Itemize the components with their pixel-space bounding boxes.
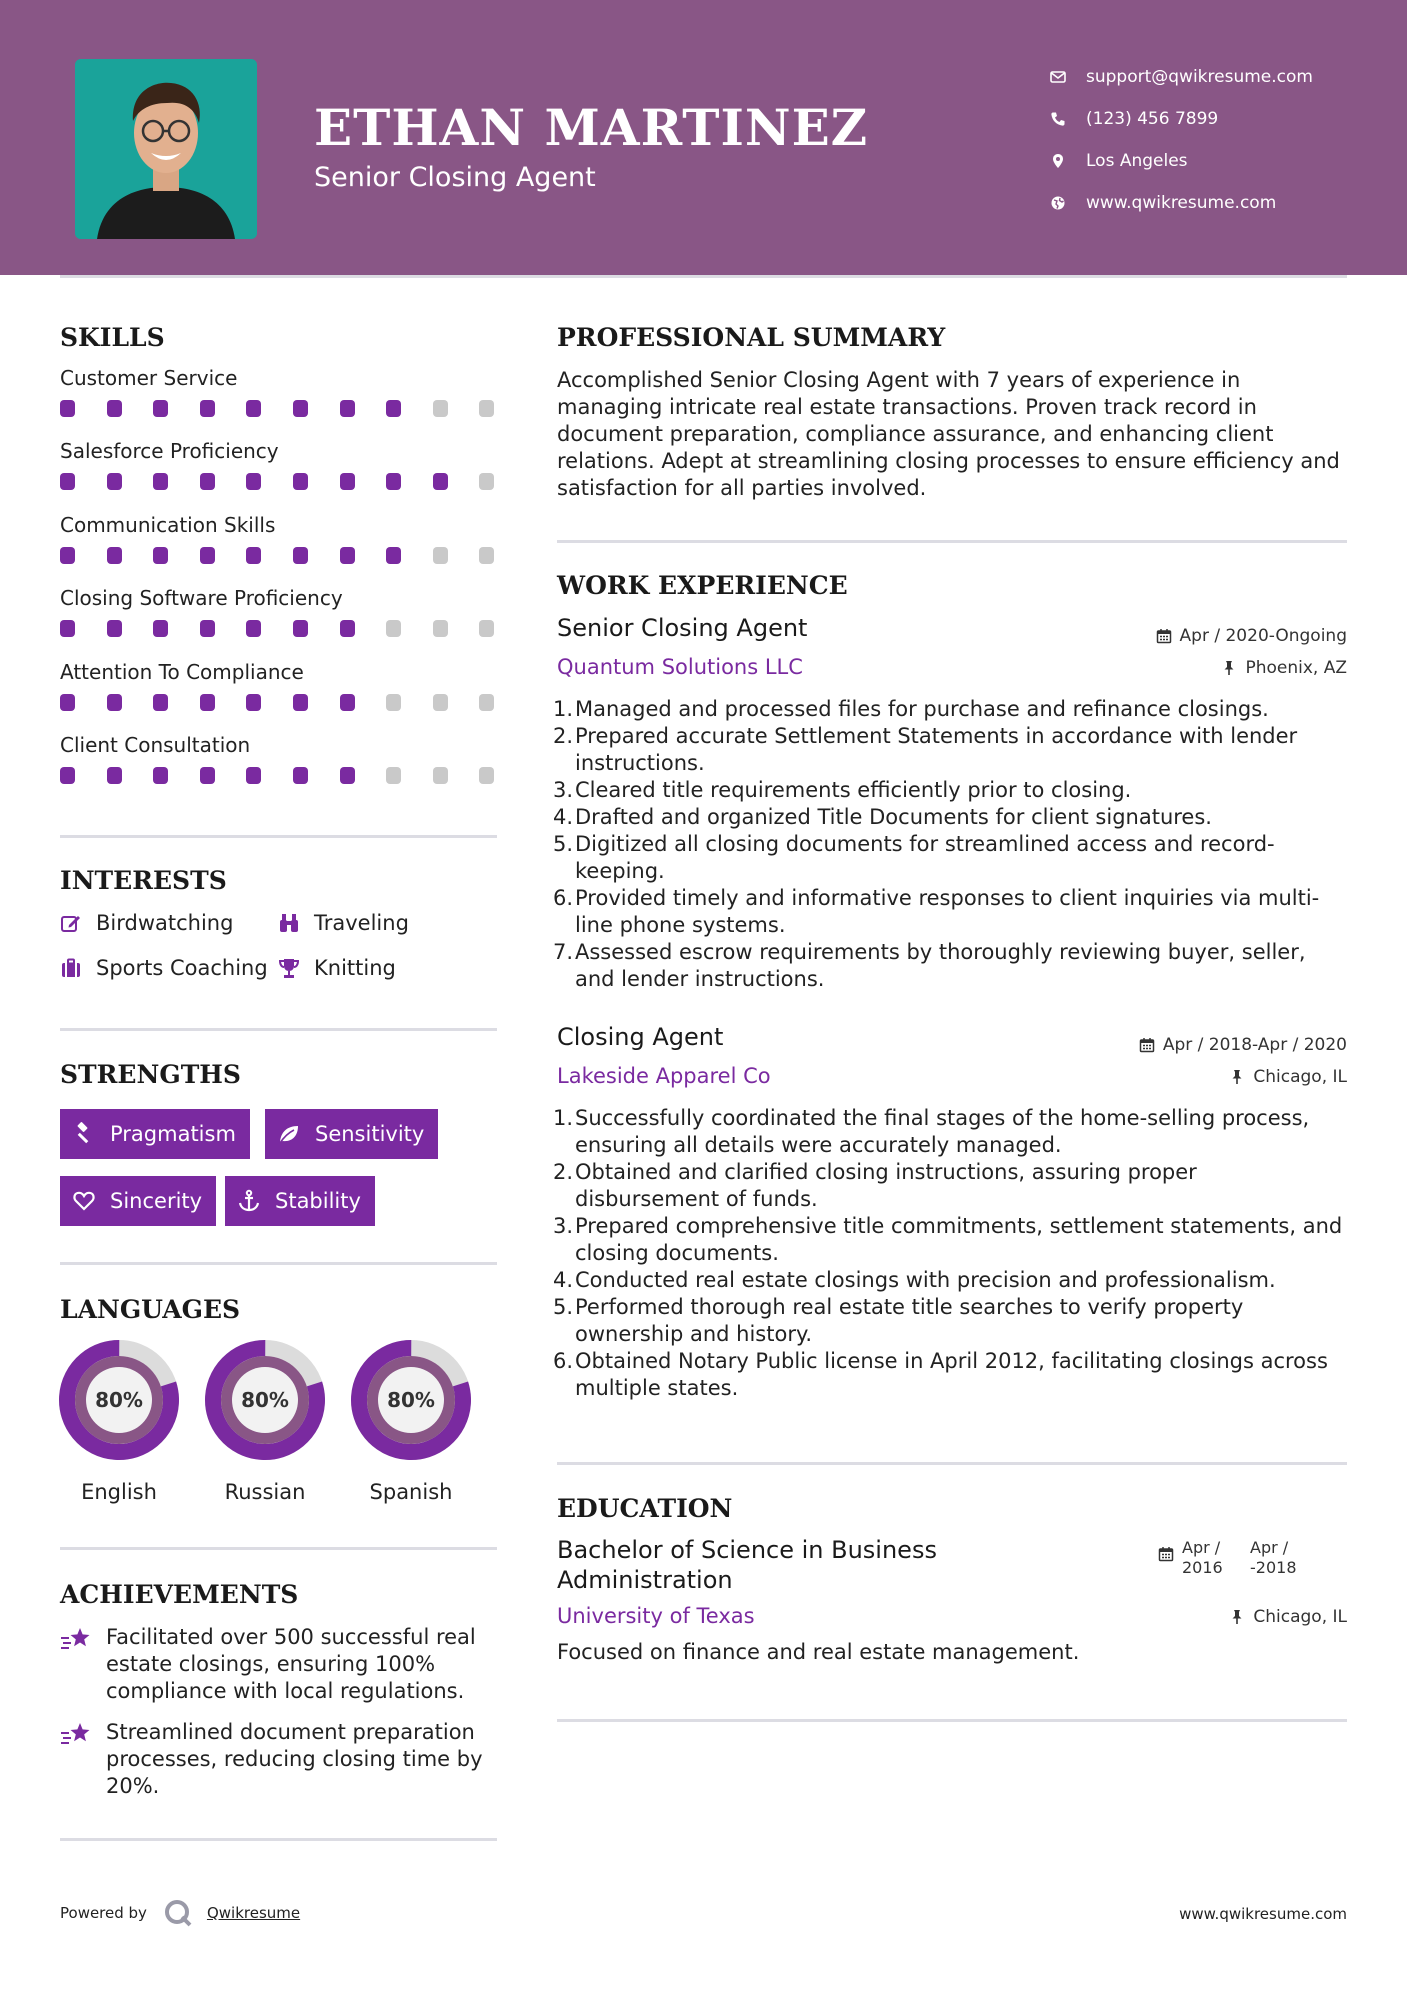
shooting-star-icon — [60, 1721, 92, 1749]
job-bullet: 6. Obtained Notary Public license in April 2012, facilitating closings across multiple states. — [552, 1349, 1328, 1400]
rating-dot-empty — [479, 767, 494, 784]
skill-name: Closing Software Proficiency — [60, 586, 343, 611]
profile-photo — [75, 59, 257, 239]
rating-dot-filled — [153, 547, 168, 564]
job-bullet-text: Drafted and organized Title Documents for client signatures. — [575, 805, 1212, 829]
phone-icon — [1050, 111, 1066, 127]
school-name: University of Texas — [557, 1604, 755, 1628]
rating-dot-empty — [386, 620, 401, 637]
skills-heading: SKILLS — [60, 323, 165, 352]
skill-item — [60, 366, 500, 420]
achievement-item — [60, 1719, 500, 1800]
education-dates — [1158, 1538, 1318, 1578]
achievements-divider — [60, 1838, 497, 1841]
education-location — [1229, 1607, 1347, 1627]
interest-item — [60, 911, 233, 935]
contact-location — [1050, 140, 1313, 182]
skill-rating — [60, 694, 500, 714]
heart-icon — [72, 1189, 96, 1213]
strengths-divider — [60, 1262, 497, 1265]
interest-label: Birdwatching — [96, 911, 234, 935]
skill-rating — [60, 400, 500, 420]
rating-dot-empty — [479, 400, 494, 417]
degree-title: Bachelor of Science in Business Administration — [557, 1536, 937, 1594]
job-bullet: 1. Managed and processed files for purchase and refinance closings. — [552, 697, 1269, 721]
language-item — [203, 1338, 327, 1504]
education-end-line1: Apr / — [1250, 1538, 1289, 1557]
rating-dot-filled — [293, 694, 308, 711]
footer-website[interactable]: www.qwikresume.com — [1179, 1905, 1347, 1923]
gavel-icon — [72, 1122, 96, 1146]
rating-dot-filled — [60, 694, 75, 711]
rating-dot-filled — [293, 767, 308, 784]
skill-item — [60, 586, 500, 640]
powered-by-text: Powered by — [60, 1904, 147, 1922]
strength-tag — [225, 1176, 375, 1226]
language-percent: 80% — [241, 1388, 289, 1412]
rating-dot-filled — [340, 400, 355, 417]
calendar-icon — [1156, 628, 1172, 644]
strengths-heading: STRENGTHS — [60, 1060, 241, 1089]
contact-phone — [1050, 98, 1313, 140]
job-bullet: 4. Conducted real estate closings with precision and professionalism. — [552, 1268, 1276, 1292]
skill-rating — [60, 620, 500, 640]
pushpin-icon — [1229, 1069, 1245, 1085]
header-divider — [60, 275, 1347, 278]
rating-dot-filled — [200, 400, 215, 417]
rating-dot-empty — [479, 473, 494, 490]
qwikresume-logo-icon — [163, 1898, 193, 1928]
contact-website[interactable] — [1050, 182, 1313, 224]
interest-item — [60, 956, 268, 980]
rating-dot-filled — [293, 473, 308, 490]
rating-dot-filled — [340, 694, 355, 711]
skill-item — [60, 660, 500, 714]
job-bullet-text: Obtained and clarified closing instructions, assuring proper disbursement of funds. — [575, 1160, 1197, 1211]
job-bullet: 2. Prepared accurate Settlement Statements in accordance with lender instructions. — [552, 724, 1298, 775]
education-end — [1250, 1538, 1318, 1578]
map-pin-icon — [1050, 153, 1066, 169]
strength-label: Sincerity — [110, 1189, 203, 1213]
rating-dot-filled — [340, 473, 355, 490]
job-bullet: 5. Performed thorough real estate title searches to verify property ownership and history. — [552, 1295, 1244, 1346]
rating-dot-filled — [60, 400, 75, 417]
experience-heading: WORK EXPERIENCE — [557, 571, 848, 600]
education-heading: EDUCATION — [557, 1494, 733, 1523]
job-location — [1221, 658, 1347, 678]
strength-tag — [60, 1176, 216, 1226]
job-title: Closing Agent — [557, 1023, 724, 1051]
job-bullet-text: Managed and processed files for purchase and refinance closings. — [575, 697, 1269, 721]
header-banner — [0, 0, 1407, 275]
skill-rating — [60, 767, 500, 787]
job-bullet-text: Assessed escrow requirements by thoroughly reviewing buyer, seller, and lender instructions. — [575, 940, 1306, 991]
pencil-square-icon — [60, 912, 82, 934]
job-bullet-text: Provided timely and informative responses to client inquiries via multi-line phone systems. — [575, 886, 1320, 937]
job-bullet-text: Successfully coordinated the final stages of the home-selling process, ensuring all details were accurately managed. — [575, 1106, 1310, 1157]
job-bullet: 5. Digitized all closing documents for streamlined access and record-keeping. — [552, 832, 1275, 883]
education-description: Focused on finance and real estate management. — [557, 1640, 1080, 1664]
rating-dot-filled — [246, 694, 261, 711]
education-start-line1: Apr / — [1182, 1538, 1221, 1557]
skill-name: Attention To Compliance — [60, 659, 304, 684]
rating-dot-filled — [200, 694, 215, 711]
job-bullets — [552, 1105, 1347, 1402]
interests-heading: INTERESTS — [60, 866, 227, 895]
job-location — [1229, 1067, 1347, 1087]
rating-dot-filled — [200, 547, 215, 564]
rating-dot-filled — [200, 620, 215, 637]
rating-dot-filled — [153, 400, 168, 417]
rating-dot-filled — [433, 473, 448, 490]
job-bullet-text: Performed thorough real estate title searches to verify property ownership and history. — [575, 1295, 1244, 1346]
job-bullet: 6. Provided timely and informative responses to client inquiries via multi-line phone systems. — [552, 886, 1320, 937]
trophy-icon — [278, 957, 300, 979]
languages-heading: LANGUAGES — [60, 1295, 241, 1324]
education-start — [1182, 1538, 1250, 1578]
language-item — [57, 1338, 181, 1504]
rating-dot-filled — [246, 547, 261, 564]
strength-tag — [265, 1109, 438, 1159]
languages-divider — [60, 1547, 497, 1550]
job-dates-text: Apr / 2020-Ongoing — [1179, 626, 1347, 646]
calendar-icon — [1158, 1546, 1174, 1562]
rating-dot-filled — [153, 620, 168, 637]
job-bullet-text: Obtained Notary Public license in April 2012, facilitating closings across multiple states. — [575, 1349, 1328, 1400]
job-title: Senior Closing Agent — [557, 614, 808, 642]
company-name: Lakeside Apparel Co — [557, 1064, 771, 1088]
job-bullet-text: Prepared accurate Settlement Statements in accordance with lender instructions. — [575, 724, 1298, 775]
rating-dot-filled — [386, 400, 401, 417]
summary-heading: PROFESSIONAL SUMMARY — [557, 323, 946, 352]
rating-dot-empty — [433, 767, 448, 784]
skill-name: Communication Skills — [60, 512, 276, 537]
rating-dot-empty — [479, 547, 494, 564]
rating-dot-empty — [433, 547, 448, 564]
rating-dot-filled — [340, 620, 355, 637]
company-name: Quantum Solutions LLC — [557, 655, 803, 679]
language-percent: 80% — [95, 1388, 143, 1412]
language-percent: 80% — [387, 1388, 435, 1412]
rating-dot-empty — [433, 620, 448, 637]
skill-name: Salesforce Proficiency — [60, 439, 279, 464]
interest-label: Knitting — [314, 956, 396, 980]
job-bullet: 3. Cleared title requirements efficiently prior to closing. — [552, 778, 1132, 802]
job-dates — [1156, 626, 1347, 646]
contact-email[interactable] — [1050, 56, 1313, 98]
briefcase-icon — [60, 957, 82, 979]
rating-dot-filled — [60, 547, 75, 564]
rating-dot-filled — [386, 547, 401, 564]
skill-item — [60, 439, 500, 493]
rating-dot-filled — [246, 620, 261, 637]
binoculars-icon — [278, 912, 300, 934]
language-name: Russian — [224, 1480, 306, 1504]
education-divider — [557, 1719, 1347, 1722]
achievement-item — [60, 1624, 500, 1705]
candidate-title: Senior Closing Agent — [314, 162, 596, 193]
language-name: English — [81, 1480, 157, 1504]
rating-dot-filled — [60, 767, 75, 784]
job-bullets — [552, 696, 1347, 993]
language-item — [349, 1338, 473, 1504]
shooting-star-icon — [60, 1626, 92, 1654]
qwikresume-link[interactable]: Qwikresume — [206, 1904, 301, 1922]
rating-dot-empty — [479, 620, 494, 637]
contact-email-text: support@qwikresume.com — [1086, 67, 1313, 87]
interest-label: Sports Coaching — [96, 956, 268, 980]
summary-divider — [557, 540, 1347, 543]
rating-dot-filled — [246, 473, 261, 490]
job-bullet: 2. Obtained and clarified closing instructions, assuring proper disbursement of funds. — [552, 1160, 1197, 1211]
language-ring — [349, 1338, 473, 1462]
contact-list — [1050, 56, 1313, 224]
rating-dot-filled — [340, 547, 355, 564]
rating-dot-empty — [479, 694, 494, 711]
skill-rating — [60, 547, 500, 567]
footer-powered-by — [60, 1898, 300, 1928]
summary-text: Accomplished Senior Closing Agent with 7 years of experience in managing intricate real estate transactions. Proven track record in document preparation, compliance assurance, and enhancing client relations. Adept at streamlining closing processes to ensure efficiency and satisfaction for all parties involved. — [557, 368, 1340, 500]
rating-dot-filled — [107, 473, 122, 490]
job-bullet: 3. Prepared comprehensive title commitments, settlement statements, and closing documents. — [552, 1214, 1343, 1265]
pushpin-icon — [1221, 660, 1237, 676]
job-location-text: Chicago, IL — [1253, 1067, 1347, 1087]
job-bullet: 4. Drafted and organized Title Documents for client signatures. — [552, 805, 1212, 829]
rating-dot-empty — [433, 400, 448, 417]
rating-dot-filled — [246, 400, 261, 417]
rating-dot-filled — [200, 767, 215, 784]
rating-dot-filled — [200, 473, 215, 490]
rating-dot-filled — [107, 400, 122, 417]
achievements-heading: ACHIEVEMENTS — [60, 1580, 299, 1609]
language-name: Spanish — [369, 1480, 453, 1504]
contact-location-text: Los Angeles — [1086, 151, 1188, 171]
globe-icon — [1050, 195, 1066, 211]
job-location-text: Phoenix, AZ — [1245, 658, 1347, 678]
interests-divider — [60, 1028, 497, 1031]
strength-label: Sensitivity — [315, 1122, 425, 1146]
skills-divider — [60, 835, 497, 838]
job-bullet: 1. Successfully coordinated the final stages of the home-selling process, ensuring all details were accurately managed. — [552, 1106, 1310, 1157]
rating-dot-empty — [386, 767, 401, 784]
rating-dot-filled — [386, 473, 401, 490]
achievement-text: Streamlined document preparation processes, reducing closing time by 20%. — [106, 1720, 483, 1798]
pushpin-icon — [1229, 1609, 1245, 1625]
strength-label: Stability — [275, 1189, 361, 1213]
job-bullet: 7. Assessed escrow requirements by thoroughly reviewing buyer, seller, and lender instructions. — [552, 940, 1306, 991]
rating-dot-empty — [386, 694, 401, 711]
strength-label: Pragmatism — [110, 1122, 236, 1146]
language-ring — [57, 1338, 181, 1462]
anchor-icon — [237, 1189, 261, 1213]
job-bullet-text: Digitized all closing documents for streamlined access and record-keeping. — [575, 832, 1275, 883]
interest-item — [278, 911, 409, 935]
experience-divider — [557, 1462, 1347, 1465]
skill-item — [60, 733, 500, 787]
envelope-icon — [1050, 69, 1066, 85]
rating-dot-empty — [433, 694, 448, 711]
rating-dot-filled — [246, 767, 261, 784]
rating-dot-filled — [107, 547, 122, 564]
candidate-name: ETHAN MARTINEZ — [314, 98, 869, 157]
rating-dot-filled — [107, 694, 122, 711]
job-bullet-text: Conducted real estate closings with precision and professionalism. — [575, 1268, 1276, 1292]
rating-dot-filled — [293, 400, 308, 417]
interest-item — [278, 956, 396, 980]
skill-name: Client Consultation — [60, 733, 251, 757]
rating-dot-filled — [293, 547, 308, 564]
rating-dot-filled — [107, 767, 122, 784]
strength-tag — [60, 1109, 250, 1159]
skill-rating — [60, 473, 500, 493]
job-dates-text: Apr / 2018-Apr / 2020 — [1162, 1035, 1347, 1055]
achievement-text: Facilitated over 500 successful real estate closings, ensuring 100% compliance with local regulations. — [106, 1625, 476, 1703]
rating-dot-filled — [153, 767, 168, 784]
contact-website-text: www.qwikresume.com — [1086, 193, 1277, 213]
contact-phone-text: (123) 456 7899 — [1086, 109, 1219, 129]
rating-dot-filled — [340, 767, 355, 784]
education-start-line2: 2016 — [1182, 1558, 1223, 1577]
leaf-icon — [277, 1122, 301, 1146]
calendar-icon — [1139, 1037, 1155, 1053]
job-bullet-text: Prepared comprehensive title commitments, settlement statements, and closing documents. — [575, 1214, 1343, 1265]
rating-dot-filled — [107, 620, 122, 637]
rating-dot-filled — [60, 620, 75, 637]
language-ring — [203, 1338, 327, 1462]
rating-dot-filled — [153, 694, 168, 711]
education-end-line2: -2018 — [1250, 1558, 1297, 1577]
rating-dot-filled — [60, 473, 75, 490]
rating-dot-filled — [153, 473, 168, 490]
job-bullet-text: Cleared title requirements efficiently prior to closing. — [575, 778, 1132, 802]
job-dates — [1139, 1035, 1347, 1055]
skill-item — [60, 513, 500, 567]
rating-dot-filled — [293, 620, 308, 637]
interest-label: Traveling — [314, 911, 409, 935]
skill-name: Customer Service — [60, 366, 238, 390]
education-location-text: Chicago, IL — [1253, 1607, 1347, 1627]
